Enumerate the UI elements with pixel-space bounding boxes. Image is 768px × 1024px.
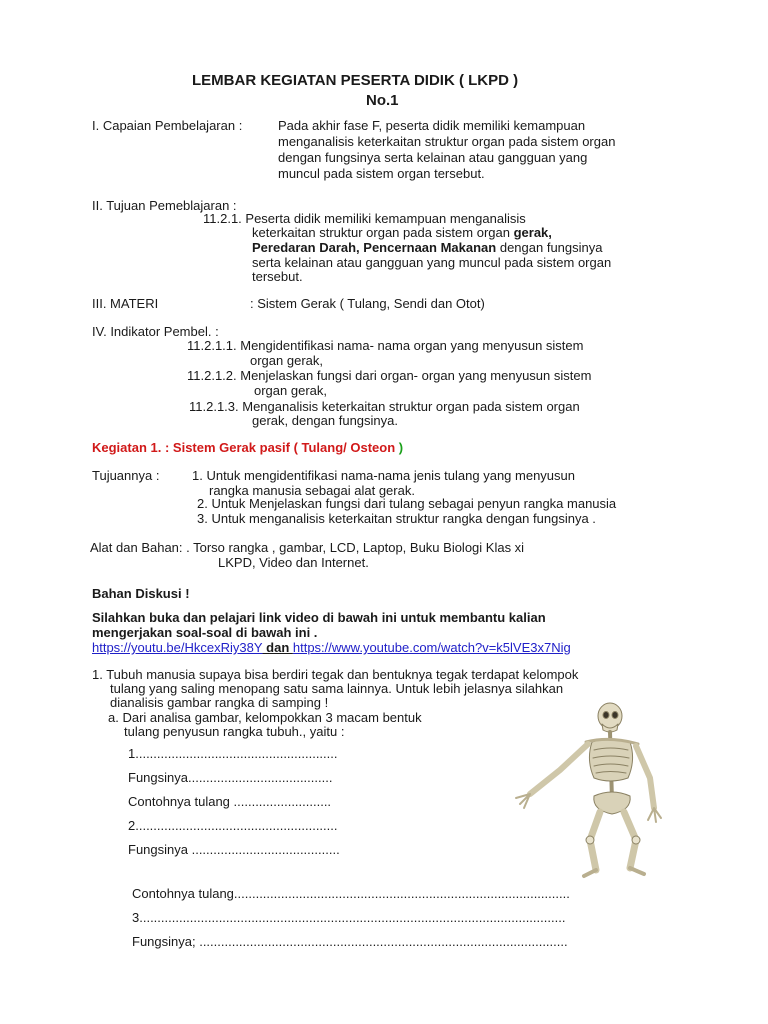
- tujuannya-line: 1. Untuk mengidentifikasi nama-nama jenis tulang yang menyusun: [192, 468, 575, 483]
- capaian-label: I. Capaian Pembelajaran :: [92, 118, 243, 133]
- indikator-line: gerak, dengan fungsinya.: [252, 413, 398, 428]
- alat-line: LKPD, Video dan Internet.: [218, 555, 369, 570]
- tujuan-line: 11.2.1. Peserta didik memiliki kemampuan menganalisis: [203, 211, 526, 226]
- diskusi-heading: Bahan Diskusi !: [92, 586, 190, 601]
- tujuannya-line: rangka manusia sebagai alat gerak.: [209, 483, 415, 498]
- answer-line: Contohnya tulang ...........................: [128, 794, 332, 809]
- answer-line: Fungsinya; ......................................................................................................: [132, 934, 568, 949]
- document-title: LEMBAR KEGIATAN PESERTA DIDIK ( LKPD ): [192, 72, 519, 89]
- indikator-line: organ gerak,: [250, 353, 323, 368]
- link-connector: dan: [262, 640, 293, 655]
- materi-value: : Sistem Gerak ( Tulang, Sendi dan Otot): [250, 296, 485, 311]
- tujuan-label: II. Tujuan Pemeblajaran :: [92, 198, 237, 213]
- question-line: tulang yang saling menopang satu sama lainnya. Untuk lebih jelasnya silahkan: [110, 681, 564, 696]
- indikator-label: IV. Indikator Pembel. :: [92, 324, 219, 339]
- diskusi-instruction: Silahkan buka dan pelajari link video di bawah ini untuk membantu kalian: [92, 610, 546, 625]
- alat-line: Alat dan Bahan: . Torso rangka , gambar, LCD, Laptop, Buku Biologi Klas xi: [90, 540, 525, 555]
- indikator-line: 11.2.1.3. Menganalisis keterkaitan struktur organ pada sistem organ: [189, 399, 580, 414]
- tujuan-line: keterkaitan struktur organ pada sistem organ gerak,: [252, 225, 552, 240]
- question-line: 1. Tubuh manusia supaya bisa berdiri tegak dan bentuknya tegak terdapat kelompok: [92, 667, 579, 682]
- tujuannya-line: 3. Untuk menganalisis keterkaitan struktur rangka dengan fungsinya .: [197, 511, 596, 526]
- question-line: tulang penyusun rangka tubuh., yaitu :: [124, 724, 345, 739]
- answer-line: Fungsinya........................................: [128, 770, 333, 785]
- capaian-line: Pada akhir fase F, peserta didik memiliki kemampuan: [278, 118, 586, 133]
- document-number: No.1: [366, 92, 399, 109]
- indikator-line: 11.2.1.2. Menjelaskan fungsi dari organ- organ yang menyusun sistem: [187, 368, 592, 383]
- video-link-1[interactable]: https://youtu.be/HkcexRiy38Y: [92, 640, 263, 655]
- answer-line: Fungsinya .........................................: [128, 842, 340, 857]
- capaian-line: menganalisis keterkaitan struktur organ pada sistem organ: [278, 134, 616, 149]
- question-line: a. Dari analisa gambar, kelompokkan 3 macam bentuk: [108, 710, 422, 725]
- tujuan-line: serta kelainan atau gangguan yang muncul pada sistem organ: [252, 255, 612, 270]
- tujuannya-label: Tujuannya :: [92, 468, 160, 483]
- materi-label: III. MATERI: [92, 296, 159, 311]
- answer-line: Contohnya tulang.............................................................................................: [132, 886, 570, 901]
- diskusi-instruction: mengerjakan soal-soal di bawah ini .: [92, 625, 318, 640]
- capaian-line: muncul pada sistem organ tersebut.: [278, 166, 485, 181]
- answer-line: 1........................................................: [128, 746, 338, 761]
- tujuan-line: tersebut.: [252, 269, 303, 284]
- answer-line: 3......................................................................................................................: [132, 910, 566, 925]
- skeleton-illustration: [490, 700, 680, 880]
- capaian-line: dengan fungsinya serta kelainan atau gangguan yang: [278, 150, 588, 165]
- indikator-line: organ gerak,: [254, 383, 327, 398]
- answer-line: 2........................................................: [128, 818, 338, 833]
- question-line: dianalisis gambar rangka di samping !: [110, 695, 329, 710]
- indikator-line: 11.2.1.1. Mengidentifikasi nama- nama organ yang menyusun sistem: [187, 338, 584, 353]
- kegiatan-heading: Kegiatan 1. : Sistem Gerak pasif ( Tulang/ Osteon ): [92, 440, 404, 455]
- tujuannya-line: 2. Untuk Menjelaskan fungsi dari tulang sebagai penyun rangka manusia: [197, 496, 617, 511]
- tujuan-line: Peredaran Darah, Pencernaan Makanan dengan fungsinya: [252, 240, 603, 255]
- video-links: [92, 640, 571, 655]
- video-link-2[interactable]: https://www.youtube.com/watch?v=k5lVE3x7Nig: [292, 640, 571, 655]
